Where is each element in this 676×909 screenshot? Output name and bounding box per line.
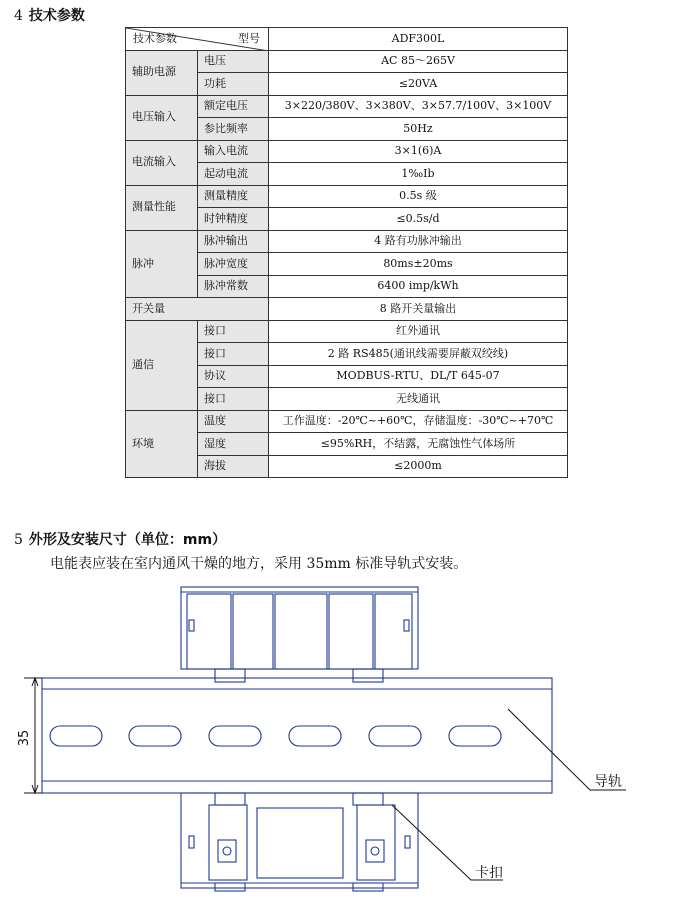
parameter-cell: 功耗 — [198, 73, 269, 96]
value-cell: 50Hz — [269, 118, 568, 141]
value-cell: 1‰Ib — [269, 163, 568, 186]
header-right-label: 型号 — [238, 32, 260, 45]
model-value: ADF300L — [269, 28, 568, 51]
table-header-diagonal-cell — [126, 28, 269, 51]
parameter-cell: 参比频率 — [198, 118, 269, 141]
parameter-cell: 时钟精度 — [198, 208, 269, 231]
value-cell: AC 85～265V — [269, 50, 568, 73]
parameter-cell: 协议 — [198, 365, 269, 388]
value-cell: 8 路开关量输出 — [269, 298, 568, 321]
rail-label: 导轨 — [594, 774, 622, 790]
table-row — [126, 298, 568, 321]
parameter-cell: 湿度 — [198, 433, 269, 456]
value-cell: 工作温度：-20℃~+60℃，存储温度：-30℃~+70℃ — [269, 410, 568, 433]
clip-left — [209, 805, 247, 880]
parameter-cell: 脉冲宽度 — [198, 253, 269, 276]
parameter-cell: 额定电压 — [198, 95, 269, 118]
value-cell: 80ms±20ms — [269, 253, 568, 276]
din-rail-drawing — [0, 578, 676, 909]
value-cell: 4 路有功脉冲输出 — [269, 230, 568, 253]
rail-slot — [50, 726, 102, 746]
spec-table-body — [126, 28, 568, 478]
spec-table — [125, 27, 568, 478]
table-row — [126, 410, 568, 433]
parameter-cell: 接口 — [198, 388, 269, 411]
parameter-cell: 接口 — [198, 320, 269, 343]
category-cell: 辅助电源 — [126, 50, 198, 95]
category-cell: 通信 — [126, 320, 198, 410]
value-cell: ≤0.5s/d — [269, 208, 568, 231]
table-row — [126, 230, 568, 253]
table-row — [126, 320, 568, 343]
din-rail — [42, 678, 552, 793]
table-header-row — [126, 28, 568, 51]
parameter-cell: 温度 — [198, 410, 269, 433]
parameter-cell: 电压 — [198, 50, 269, 73]
clip-label: 卡扣 — [475, 865, 503, 881]
table-row — [126, 95, 568, 118]
rail-slot — [369, 726, 421, 746]
parameter-cell: 脉冲常数 — [198, 275, 269, 298]
category-cell: 脉冲 — [126, 230, 198, 298]
value-cell: 无线通讯 — [269, 388, 568, 411]
parameter-cell: 输入电流 — [198, 140, 269, 163]
value-cell: 红外通讯 — [269, 320, 568, 343]
table-row — [126, 140, 568, 163]
section-4-heading — [14, 5, 85, 25]
value-cell: 3×220/380V、3×380V、3×57.7/100V、3×100V — [269, 95, 568, 118]
category-cell: 开关量 — [126, 298, 269, 321]
value-cell: ≤95%RH，不结露，无腐蚀性气体场所 — [269, 433, 568, 456]
table-row — [126, 185, 568, 208]
category-cell: 测量性能 — [126, 185, 198, 230]
value-cell: 3×1(6)A — [269, 140, 568, 163]
rail-slot — [129, 726, 181, 746]
table-row — [126, 50, 568, 73]
value-cell: ≤2000m — [269, 455, 568, 478]
section-5-title: 外形及安装尺寸（单位：mm） — [28, 532, 227, 548]
parameter-cell: 接口 — [198, 343, 269, 366]
parameter-cell: 脉冲输出 — [198, 230, 269, 253]
category-cell: 电流输入 — [126, 140, 198, 185]
parameter-cell: 海拔 — [198, 455, 269, 478]
section-5-number: 5 — [14, 532, 23, 548]
value-cell: MODBUS-RTU、DL/T 645-07 — [269, 365, 568, 388]
rail-slot — [209, 726, 261, 746]
section-4-title: 技术参数 — [28, 8, 85, 24]
installation-note: 电能表应装在室内通风干燥的地方，采用 35mm 标准导轨式安装。 — [50, 556, 468, 572]
clip-right — [357, 805, 395, 880]
meter-top-module — [181, 587, 418, 682]
category-cell: 电压输入 — [126, 95, 198, 140]
section-4-number: 4 — [14, 8, 23, 24]
value-cell: 2 路 RS485(通讯线需要屏蔽双绞线) — [269, 343, 568, 366]
section-5-heading — [14, 529, 226, 549]
header-left-label: 技术参数 — [133, 32, 177, 45]
rail-slot — [289, 726, 341, 746]
value-cell: 6400 imp/kWh — [269, 275, 568, 298]
meter-bottom-module — [181, 793, 418, 891]
parameter-cell: 起动电流 — [198, 163, 269, 186]
rail-slot — [449, 726, 501, 746]
dimension-value: 35 — [17, 729, 32, 747]
value-cell: ≤20VA — [269, 73, 568, 96]
value-cell: 0.5s 级 — [269, 185, 568, 208]
parameter-cell: 测量精度 — [198, 185, 269, 208]
category-cell: 环境 — [126, 410, 198, 478]
